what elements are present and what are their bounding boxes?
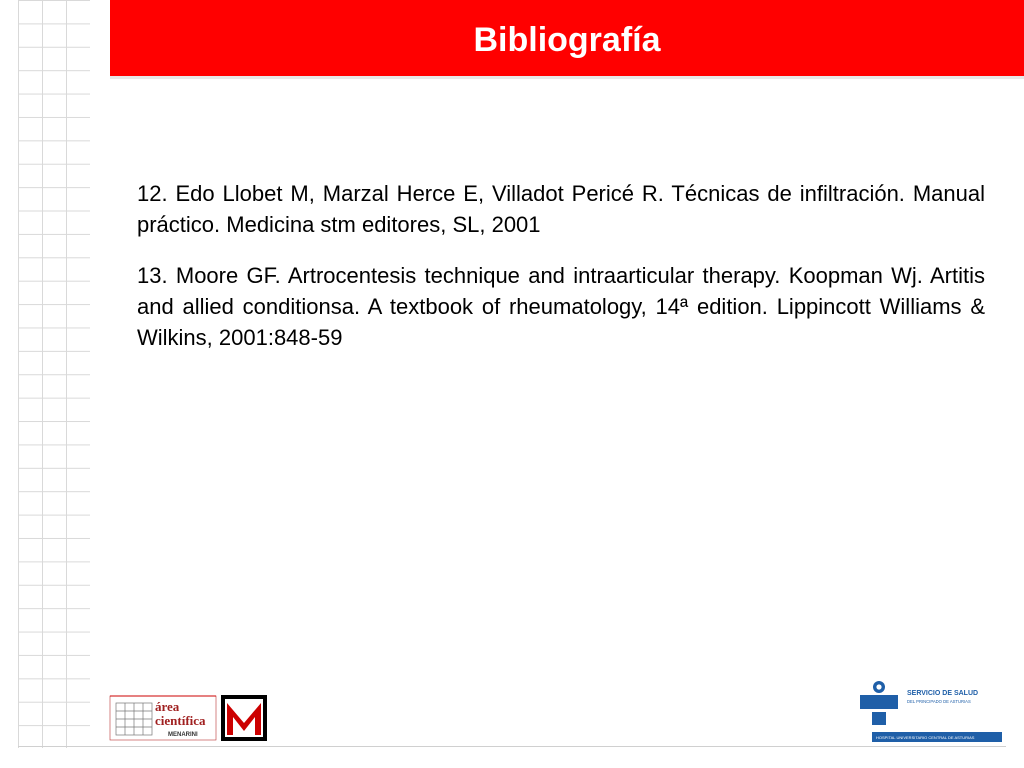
slide-title: Bibliografía (473, 21, 661, 59)
reference-item: 12. Edo Llobet M, Marzal Herce E, Villadot Pericé R. Técnicas de infiltración. Manual práctico. Medicina stm editores, SL, 2001 (137, 181, 985, 237)
header-shadow (110, 76, 1024, 79)
reference-item: 13. Moore GF. Artrocentesis technique and intraarticular therapy. Koopman Wj. Artitis and allied conditionsa. A textbook of rheumatology, 14ª edition. Lippincott Williams & Wilkins, 2001:848-59 (137, 263, 985, 350)
reference-list (137, 178, 985, 373)
svg-text:MENARINI: MENARINI (168, 732, 198, 738)
servicio-de-salud-logo (858, 680, 1004, 744)
area-cientifica-menarini-logo (108, 693, 272, 743)
svg-text:área: área (155, 699, 180, 714)
grid-icon (116, 703, 152, 735)
svg-text:SERVICIO DE SALUD: SERVICIO DE SALUD (907, 690, 979, 697)
medical-cross-icon (860, 681, 898, 725)
menarini-m-icon (221, 695, 267, 741)
footer-divider (18, 746, 1006, 747)
grid-spacer (90, 0, 110, 748)
side-grid-decoration (18, 0, 91, 748)
svg-text:HOSPITAL UNIVERSITARIO CENTRAL: HOSPITAL UNIVERSITARIO CENTRAL DE ASTURIAS (876, 735, 975, 740)
svg-text:científica: científica (155, 713, 206, 728)
svg-text:DEL PRINCIPADO DE ASTURIAS: DEL PRINCIPADO DE ASTURIAS (907, 699, 971, 704)
